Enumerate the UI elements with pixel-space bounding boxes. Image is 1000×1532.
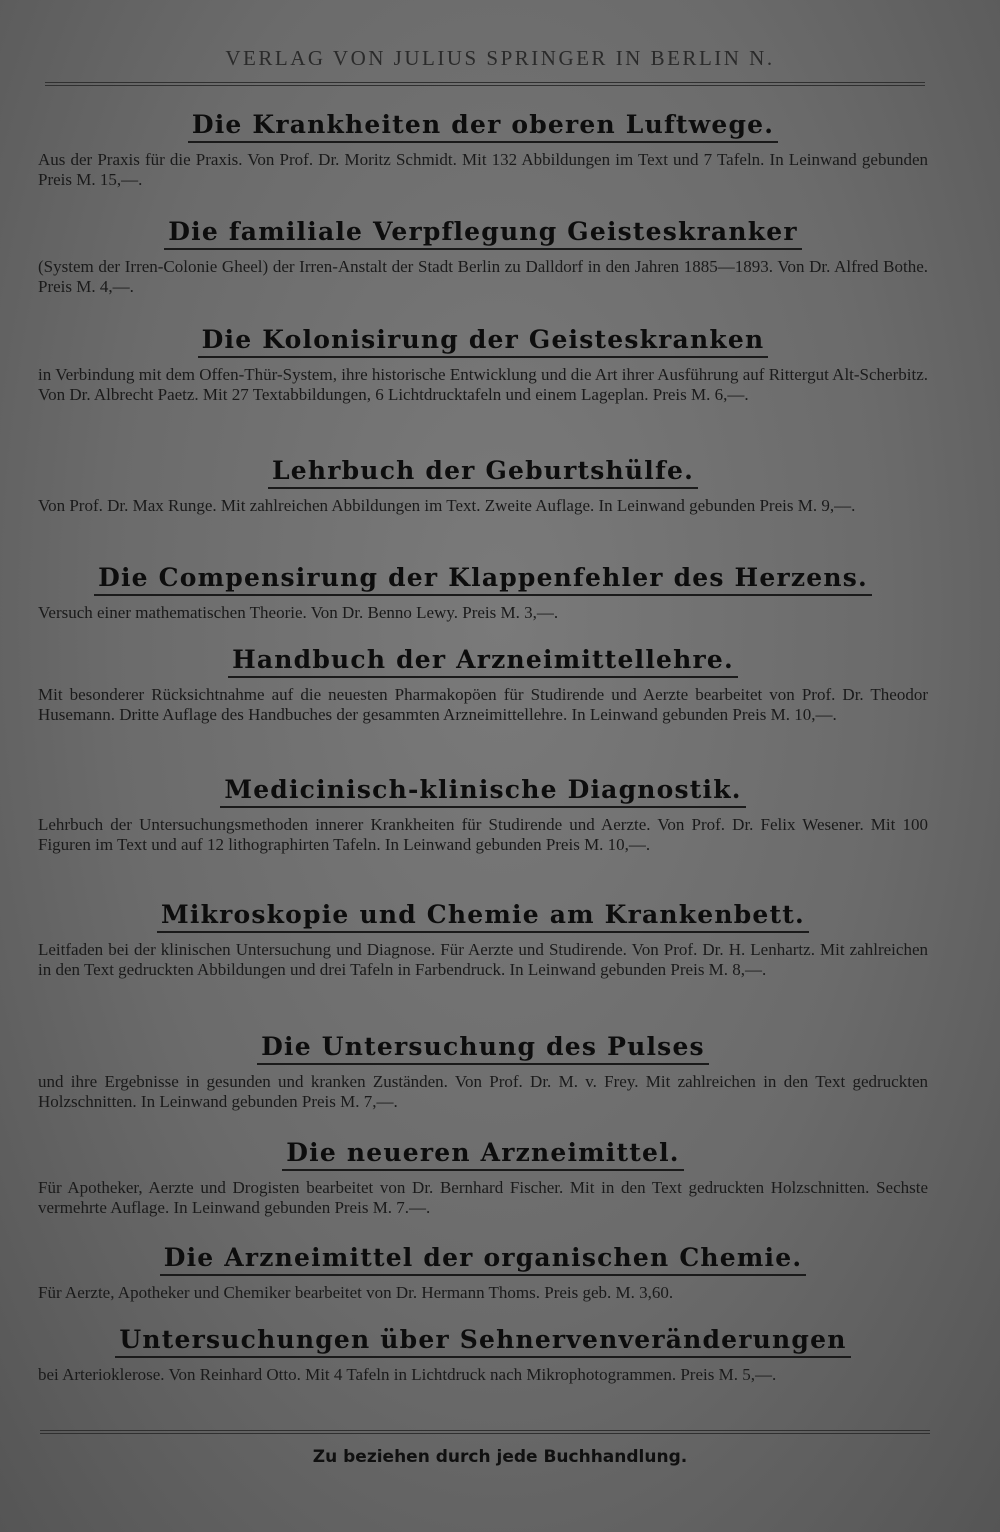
book-entry bbox=[38, 1325, 928, 1385]
book-entry bbox=[38, 563, 928, 623]
book-title: Medicinisch-klinische Diagnostik. bbox=[220, 775, 745, 808]
book-description: Für Aerzte, Apotheker und Chemiker bearbeitet von Dr. Hermann Thoms. Preis geb. M. 3,60. bbox=[38, 1283, 674, 1302]
book-description: Versuch einer mathematischen Theorie. Von Dr. Benno Lewy. Preis M. 3,—. bbox=[38, 603, 559, 622]
book-description: Lehrbuch der Untersuchungsmethoden innerer Krankheiten für Studirende und Aerzte. Von Prof. Dr. Felix Wesener. Mit 100 Figuren im Text und auf 12 lithographirten Tafeln. In Leinwand gebunden Preis M. 10,—. bbox=[38, 815, 928, 854]
book-entry bbox=[38, 1032, 928, 1112]
book-title: Die Arzneimittel der organischen Chemie. bbox=[160, 1243, 807, 1276]
book-entry bbox=[38, 325, 928, 405]
book-title: Die familiale Verpflegung Geisteskranker bbox=[164, 217, 801, 250]
footer-rule bbox=[40, 1430, 930, 1434]
book-description: in Verbindung mit dem Offen-Thür-System, ihre historische Entwicklung und die Art ihrer Ausführung auf Rittergut Alt-Scherbitz. Von Dr. Albrecht Paetz. Mit 27 Textabbildungen, 6 Lichtdrucktafeln und einem Lageplan. Preis M. 6,—. bbox=[38, 365, 928, 404]
footer-note: Zu beziehen durch jede Buchhandlung. bbox=[312, 1447, 688, 1467]
book-entry bbox=[38, 217, 928, 297]
book-title: Die Kolonisirung der Geisteskranken bbox=[198, 325, 769, 358]
header-rule bbox=[45, 82, 925, 86]
book-entry bbox=[38, 1243, 928, 1303]
book-title: Handbuch der Arzneimittellehre. bbox=[228, 645, 738, 678]
book-description: Aus der Praxis für die Praxis. Von Prof. Dr. Moritz Schmidt. Mit 132 Abbildungen im Text und 7 Tafeln. In Leinwand gebunden Preis M. 15,—. bbox=[38, 150, 928, 189]
book-entry bbox=[38, 456, 928, 516]
book-description: Von Prof. Dr. Max Runge. Mit zahlreichen Abbildungen im Text. Zweite Auflage. In Leinwand gebunden Preis M. 9,—. bbox=[38, 496, 856, 515]
book-title: Die Krankheiten der oberen Luftwege. bbox=[188, 110, 778, 143]
book-title: Lehrbuch der Geburtshülfe. bbox=[268, 456, 698, 489]
publisher-header: VERLAG VON JULIUS SPRINGER IN BERLIN N. bbox=[225, 46, 775, 70]
book-entry bbox=[38, 110, 928, 190]
book-entry bbox=[38, 775, 928, 855]
book-description: (System der Irren-Colonie Gheel) der Irren-Anstalt der Stadt Berlin zu Dalldorf in den Jahren 1885—1893. Von Dr. Alfred Bothe. Preis M. 4,—. bbox=[38, 257, 928, 296]
book-title: Die neueren Arzneimittel. bbox=[282, 1138, 683, 1171]
book-title: Die Compensirung der Klappenfehler des Herzens. bbox=[94, 563, 872, 596]
book-entry bbox=[38, 645, 928, 725]
book-title: Die Untersuchung des Pulses bbox=[257, 1032, 709, 1065]
book-description: bei Arterioklerose. Von Reinhard Otto. Mit 4 Tafeln in Lichtdruck nach Mikrophotogrammen. Preis M. 5,—. bbox=[38, 1365, 777, 1384]
book-description: Für Apotheker, Aerzte und Drogisten bearbeitet von Dr. Bernhard Fischer. Mit in den Text gedruckten Holzschnitten. Sechste vermehrte Auflage. In Leinwand gebunden Preis M. 7.—. bbox=[38, 1178, 928, 1217]
book-description: Leitfaden bei der klinischen Untersuchung und Diagnose. Für Aerzte und Studirende. Von Prof. Dr. H. Lenhartz. Mit zahlreichen in den Text gedruckten Abbildungen und drei Tafeln in Farbendruck. In Leinwand gebunden Preis M. 8,—. bbox=[38, 940, 928, 979]
book-description: und ihre Ergebnisse in gesunden und kranken Zuständen. Von Prof. Dr. M. v. Frey. Mit zahlreichen in den Text gedruckten Holzschnitten. In Leinwand gebunden Preis M. 7,—. bbox=[38, 1072, 928, 1111]
book-entry bbox=[38, 900, 928, 980]
book-description: Mit besonderer Rücksichtnahme auf die neuesten Pharmakopöen für Studirende und Aerzte bearbeitet von Prof. Dr. Theodor Husemann. Dritte Auflage des Handbuches der gesammten Arzneimittellehre. In Leinwand gebunden Preis M. 10,—. bbox=[38, 685, 928, 724]
book-title: Untersuchungen über Sehnervenveränderungen bbox=[115, 1325, 850, 1358]
book-title: Mikroskopie und Chemie am Krankenbett. bbox=[157, 900, 809, 933]
book-entry bbox=[38, 1138, 928, 1218]
